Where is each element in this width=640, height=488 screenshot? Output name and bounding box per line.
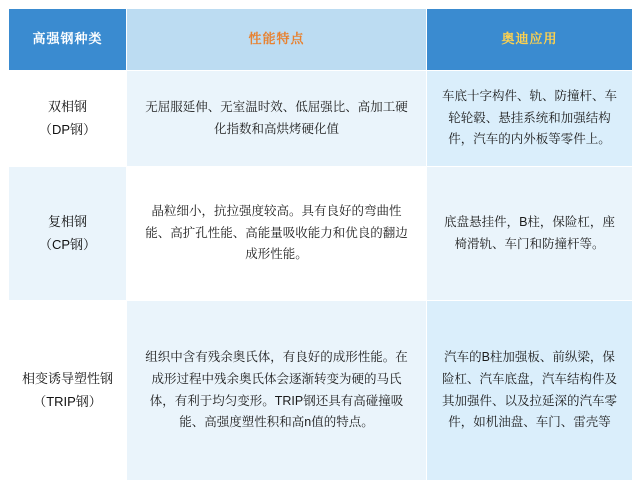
steel-type-name: 双相钢	[47, 98, 87, 114]
steel-type-name: 复相钢	[47, 213, 87, 229]
table-row	[9, 167, 633, 301]
steel-type-code: （DP钢）	[38, 121, 97, 137]
cell-performance	[127, 71, 427, 167]
application-text: 底盘悬挂件，B柱，保险杠，座椅滑轨、车门和防撞杆等。	[444, 214, 615, 251]
application-text: 车底十字构件、轨、防撞杆、车轮轮毂、悬挂系统和加强结构件，汽车的内外板等零件上。	[441, 88, 617, 147]
performance-text: 晶粒细小，抗拉强度较高。具有良好的弯曲性能、高扩孔性能、高能量吸收能力和优良的翻边成形性能。	[145, 203, 408, 262]
column-header-performance: 性能特点	[127, 9, 427, 71]
table-header-row	[9, 9, 633, 71]
cell-steel-type	[9, 71, 127, 167]
cell-steel-type	[9, 167, 127, 301]
steel-type-code: （CP钢）	[38, 236, 97, 252]
cell-application	[427, 301, 633, 481]
cell-application	[427, 71, 633, 167]
cell-steel-type	[9, 301, 127, 481]
cell-performance	[127, 301, 427, 481]
table-row	[9, 301, 633, 481]
performance-text: 组织中含有残余奥氏体，有良好的成形性能。在成形过程中残余奥氏体会逐渐转变为硬的马氏体，有利于均匀变形。TRIP钢还具有高碰撞吸能、高强度塑性积和高n值的特点。	[145, 349, 408, 430]
column-header-audi-application: 奥迪应用	[427, 9, 633, 71]
application-text: 汽车的B柱加强板、前纵梁，保险杠、汽车底盘，汽车结构件及其加强件、以及拉延深的汽车零件，如机油盘、车门、雷壳等	[441, 349, 617, 430]
cell-application	[427, 167, 633, 301]
table-header	[9, 9, 633, 71]
table-body	[9, 71, 633, 481]
steel-type-code: （TRIP钢）	[33, 393, 102, 409]
column-header-steel-type: 高强钢种类	[9, 9, 127, 71]
cell-performance	[127, 167, 427, 301]
steel-type-name: 相变诱导塑性钢	[21, 370, 113, 386]
steel-comparison-table	[8, 8, 633, 481]
performance-text: 无屈服延伸、无室温时效、低屈强比、高加工硬化指数和高烘烤硬化值	[145, 99, 408, 136]
table-row	[9, 71, 633, 167]
